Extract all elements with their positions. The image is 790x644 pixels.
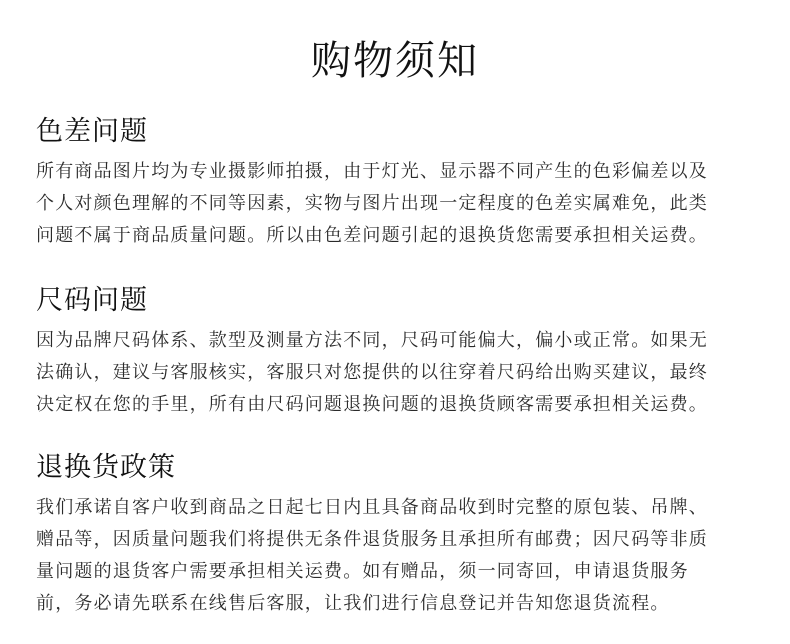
section-heading: 尺码问题: [36, 285, 148, 316]
body-line: 量问题的退货客户需要承担相关运费。如有赠品，须一同寄回，申请退货服务: [36, 561, 689, 582]
body-line: 我们承诺自客户收到商品之日起七日内且具备商品收到时完整的原包装、吊牌、: [36, 497, 708, 518]
body-line: 所有商品图片均为专业摄影师拍摄，由于灯光、显示器不同产生的色彩偏差以及: [36, 161, 708, 182]
section-return-policy: [36, 448, 754, 620]
body-line: 因为品牌尺码体系、款型及测量方法不同，尺码可能偏大，偏小或正常。如果无: [36, 330, 708, 351]
body-line: 决定权在您的手里，所有由尺码问题退换问题的退换货顾客需要承担相关运费。: [36, 394, 708, 415]
body-line: 个人对颜色理解的不同等因素，实物与图片出现一定程度的色差实属难免，此类: [36, 193, 708, 214]
body-line: 法确认，建议与客服核实，客服只对您提供的以往穿着尺码给出购买建议，最终: [36, 362, 708, 383]
section-heading: 色差问题: [36, 116, 148, 147]
section-body: [36, 492, 754, 620]
section-heading: 退换货政策: [36, 452, 176, 483]
body-line: 赠品等，因质量问题我们将提供无条件退货服务且承担所有邮费；因尺码等非质: [36, 529, 708, 550]
section-body: [36, 156, 754, 252]
section-color-difference: [36, 112, 754, 252]
section-body: [36, 325, 754, 421]
page-title: 购物须知: [311, 38, 479, 84]
body-line: 问题不属于商品质量问题。所以由色差问题引起的退换货您需要承担相关运费。: [36, 225, 708, 246]
body-line: 前，务必请先联系在线售后客服，让我们进行信息登记并告知您退货流程。: [36, 593, 670, 614]
section-size-issue: [36, 281, 754, 421]
